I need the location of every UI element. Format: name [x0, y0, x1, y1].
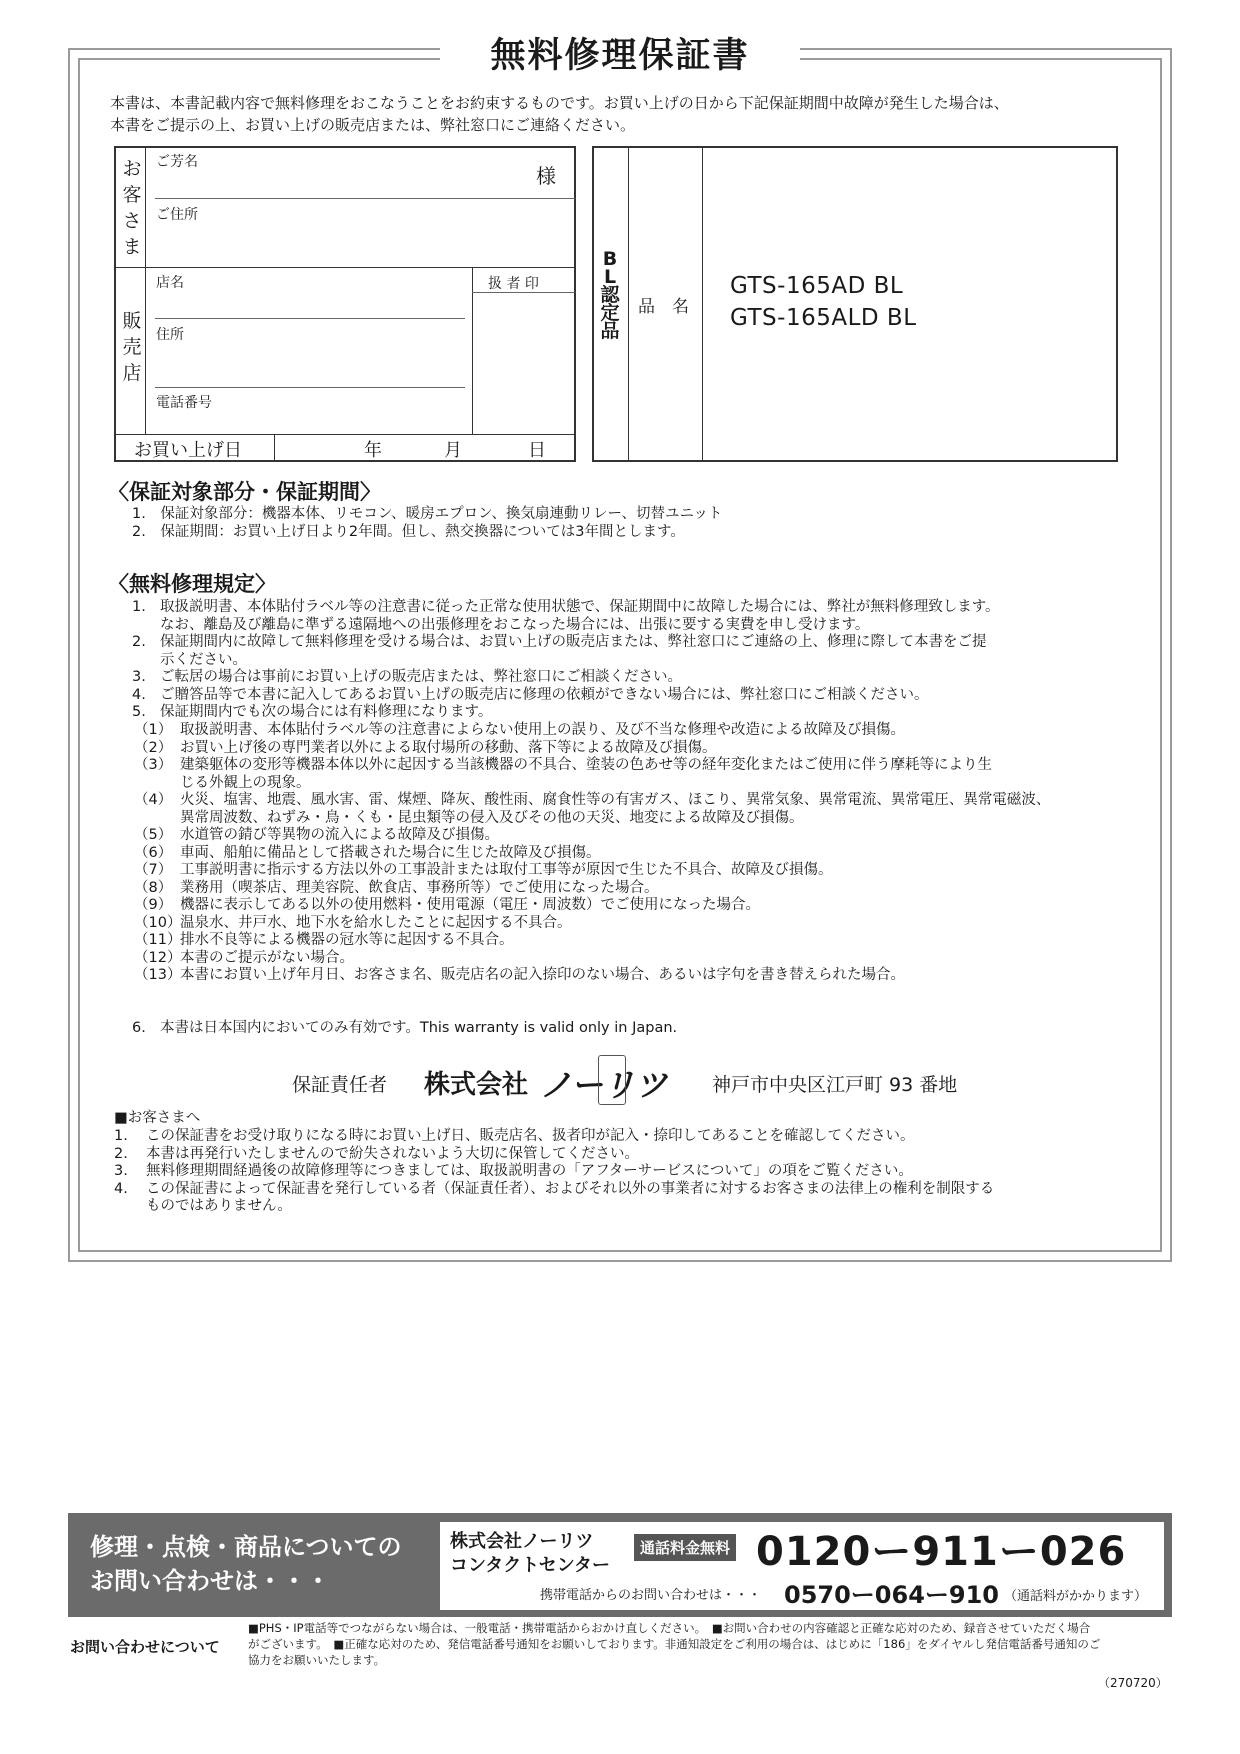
notice-item: この保証書によって保証書を発行している者（保証責任者）、およびそれ以外の事業者に対するお客さまの法律上の権利を制限する — [146, 1180, 995, 1197]
store-name-label: 店名 — [156, 275, 184, 291]
stamp-label: 扱 者 印 — [488, 276, 539, 292]
paid-repair-item: 本書のご提示がない場合。 — [180, 949, 354, 966]
store-phone-label: 電話番号 — [156, 395, 212, 411]
paid-repair-item: 水道管の錆び等異物の流入による故障及び損傷。 — [180, 827, 499, 843]
paid-repair-item: 工事説明書に指示する方法以外の工事設計または取付工事等が原因で生じた不具合、故障及び損傷。 — [180, 862, 833, 878]
rule-item: なお、離島及び離島に準ずる遠隔地への出張修理をおこなった場合には、出張に要する実費を申し受けます。 — [160, 616, 870, 633]
document-code: （270720） — [1098, 1676, 1168, 1690]
company-logo-text: ノーリツ — [540, 1066, 668, 1104]
paid-repair-item: 機器に表示してある以外の使用燃料・使用電源（電圧・周波数）でご使用になった場合。 — [180, 897, 760, 913]
store-address-line — [155, 387, 465, 388]
name-line — [155, 198, 575, 199]
rule-item: 保証期間内に故障して無料修理を受ける場合は、お買い上げの販売店または、弊社窓口にご連絡の上、修理に際して本書をご提 — [160, 634, 987, 650]
rule-item: ご転居の場合は事前にお買い上げの販売店または、弊社窓口にご相談ください。 — [160, 669, 682, 685]
form-divider — [115, 434, 575, 435]
purchase-day: 日 — [528, 440, 546, 461]
mobile-label: 携帯電話からのお問い合わせは・・・ — [540, 1588, 762, 1603]
paid-repair-list: （1） 取扱説明書、本体貼付ラベル等の注意書によらない使用上の誤り、及び不当な修理や改造による故障及び損傷。 （2） お買い上げ後の専門業者以外による取付場所の移動、落下等による故障及び損傷。 （3） 建築躯体の変形等機器本体以外に起因する当該機器の不具合、塗装の色あせ等の経年変化またはご使用に伴う摩耗等により生 じる外観上の現象。 （4） 火災、塩害、地震、風水害、雷、煤煙、降灰、酸性雨、腐食性等の有害ガス、ほこり、異常気象、異常電流、異常電圧、異常電磁波、 異常周波数、ねずみ・鳥・くも・昆虫類等の侵入及びその他の天災、地変による故障及び損傷。 （5） 水道管の錆び等異物の流入による故障及び損傷。 （6） 車両、船舶に備品として搭載された場合に生じた故障及び損傷。 （7） 工事説明書に指示する方法以外の工事設計または取付工事等が原因で生じた不具合、故障及び損傷。 （8） 業務用（喫茶店、理美容院、飲食店、事務所等）でご使用になった場合。 （9） 機器に表示してある以外の使用燃料・使用電源（電圧・周波数）でご使用になった場合。 （10）温泉水、井戸水、地下水を給水したことに起因する不具合。 （11）排水不良等による機器の冠水等に起因する不具合。 （12）本書のご提示がない場合。 （13）本書にお買い上げ年月日、お客さま名、販売店名の記入捺印のない場合、あるいは字句を書き替えられた場合。 — [134, 722, 1051, 983]
store-section-label: 販 売 店 — [122, 310, 142, 384]
paid-repair-item: じる外観上の現象。 — [180, 774, 311, 791]
customer-section-label: お 客 さ ま — [122, 158, 142, 258]
purchase-year: 年 — [364, 440, 382, 461]
inquiry-notes: ■PHS・IP電話等でつながらない場合は、一般電話・携帯電話からおかけ直しください。 ■お問い合わせの内容確認と正確な応対のため、録音させていただく場合 がございます。 ■正確な応対のため、発信電話番号通知をお願いしております。非通知設定をご利用の場合は、はじめに「186」をダイヤルし発信電話番号通知のご 協力をお願いいたします。 — [248, 1621, 1101, 1667]
notice-item: ものではありません。 — [146, 1198, 292, 1214]
contact-prompt: 修理・点検・商品についての お問い合わせは・・・ — [90, 1533, 402, 1595]
store-name-line — [155, 318, 465, 319]
rules-list: 1. 取扱説明書、本体貼付ラベル等の注意書に従った正常な使用状態で、保証期間中に故障した場合には、弊社が無料修理致します。 なお、離島及び離島に準ずる遠隔地への出張修理をおこなった場合には、出張に要する実費を申し受けます。 2. 保証期間内に故障して無料修理を受ける場合は、お買い上げの販売店または、弊社窓口にご連絡の上、修理に際して本書をご提 示ください。 3. ご転居の場合は事前にお買い上げの販売店または、弊社窓口にご相談ください。 4. ご贈答品等で本書に記入してあるお買い上げの販売店に修理の依頼ができない場合には、弊社窓口にご相談ください。 5. 保証期間内でも次の場合には有料修理になります。 — [132, 599, 1000, 720]
paid-repair-item: 取扱説明書、本体貼付ラベル等の注意書によらない使用上の誤り、及び不当な修理や改造による故障及び損傷。 — [180, 722, 905, 738]
toll-free-badge: 通話料金無料 — [634, 1534, 736, 1561]
purchase-date-label: お買い上げ日 — [134, 440, 242, 461]
company-prefix: 株式会社 — [424, 1070, 529, 1100]
customer-store-form — [114, 146, 576, 462]
paid-repair-item: 排水不良等による機器の冠水等に起因する不具合。 — [180, 932, 514, 948]
name-label: ご芳名 — [156, 154, 198, 170]
rule-item: 本書は日本国内においてのみ有効です。This warranty is valid only in Japan. — [160, 1020, 678, 1036]
product-name-label: 品 名 — [638, 297, 689, 317]
coverage-heading: 〈保証対象部分・保証期間〉 — [108, 480, 381, 504]
intro-text — [110, 92, 1130, 136]
bl-certified-label: B L 認 定 品 — [600, 248, 620, 342]
mobile-note: （通話料がかかります） — [1004, 1589, 1148, 1604]
model-list — [730, 270, 917, 334]
notice-heading: ■お客さまへ — [114, 1110, 201, 1126]
rule-item: 示ください。 — [160, 651, 247, 668]
product-divider — [628, 147, 629, 461]
customer-address-label: ご住所 — [156, 207, 198, 223]
paid-repair-item: 車両、船舶に備品として搭載された場合に生じた故障及び損傷。 — [180, 844, 601, 861]
mobile-number[interactable]: 0570ー064ー910 — [784, 1581, 999, 1609]
purchase-divider — [274, 435, 275, 461]
form-divider — [115, 267, 575, 268]
notice-item: 無料修理期間経過後の故障修理等につきましては、取扱説明書の「アフターサービスについて」の項をご覧ください。 — [146, 1163, 913, 1179]
toll-free-number[interactable]: 0120ー911ー026 — [756, 1529, 1127, 1575]
notice-item: この保証書をお受け取りになる時にお買い上げ日、販売店名、扱者印が記入・捺印してあることを確認してください。 — [146, 1128, 915, 1144]
paid-repair-item: 火災、塩害、地震、風水害、雷、煤煙、降灰、酸性雨、腐食性等の有害ガス、ほこり、異常気象、異常電流、異常電圧、異常電磁波、 — [180, 792, 1051, 808]
paid-repair-item: 温泉水、井戸水、地下水を給水したことに起因する不具合。 — [180, 914, 572, 931]
notice-list: 1. この保証書をお受け取りになる時にお買い上げ日、販売店名、扱者印が記入・捺印してあることを確認してください。 2. 本書は再発行いたしませんので紛失されないよう大切に保管してください。 3. 無料修理期間経過後の故障修理等につきましては、取扱説明書の「アフターサービスについて」の項をご覧ください。 4. この保証書によって保証書を発行している者（保証責任者）、およびそれ以外の事業者に対するお客さまの法律上の権利を制限する ものではありません。 — [114, 1128, 995, 1214]
paid-repair-item: 業務用（喫茶店、理美容院、飲食店、事務所等）でご使用になった場合。 — [180, 879, 659, 896]
rule-6: 6. 本書は日本国内においてのみ有効です。This warranty is valid only in Japan. — [132, 1020, 678, 1036]
purchase-month: 月 — [444, 440, 462, 461]
honorific: 様 — [536, 164, 556, 188]
rule-item: 取扱説明書、本体貼付ラベル等の注意書に従った正常な使用状態で、保証期間中に故障した場合には、弊社が無料修理致します。 — [160, 599, 1000, 615]
store-address-label: 住所 — [156, 327, 184, 343]
rules-heading: 〈無料修理規定〉 — [108, 572, 276, 596]
rule-item: ご贈答品等で本書に記入してあるお買い上げの販売店に修理の依頼ができない場合には、弊社窓口にご相談ください。 — [160, 686, 929, 703]
intro-line: 本書をご提示の上、お買い上げの販売店または、弊社窓口にご連絡ください。 — [110, 116, 636, 134]
coverage-item: 保証期間：お買い上げ日より2年間。但し、熱交換器については3年間とします。 — [160, 523, 685, 540]
paid-repair-item: お買い上げ後の専門業者以外による取付場所の移動、落下等による故障及び損傷。 — [180, 739, 717, 756]
company-address: 神戸市中央区江戸町 93 番地 — [712, 1074, 958, 1096]
responsible-label: 保証責任者 — [292, 1074, 388, 1096]
contact-center-name: 株式会社ノーリツ コンタクトセンター — [450, 1531, 611, 1576]
intro-line: 本書は、本書記載内容で無料修理をおこなうことをお約束するものです。お買い上げの日から下記保証期間中故障が発生した場合は、 — [110, 94, 1009, 112]
inquiry-label: お問い合わせについて — [70, 1638, 220, 1656]
model-number: GTS-165AD BL — [730, 273, 904, 299]
page-title: 無料修理保証書 — [490, 36, 750, 76]
coverage-list: 1. 保証対象部分：機器本体、リモコン、暖房エプロン、換気扇連動リレー、切替ユニット 2. 保証期間：お買い上げ日より2年間。但し、熱交換器については3年間とします。 — [132, 506, 723, 540]
rule-item: 保証期間内でも次の場合には有料修理になります。 — [160, 704, 493, 720]
notice-item: 本書は再発行いたしませんので紛失されないよう大切に保管してください。 — [146, 1145, 639, 1162]
product-divider — [702, 147, 703, 461]
coverage-item: 保証対象部分：機器本体、リモコン、暖房エプロン、換気扇連動リレー、切替ユニット — [160, 506, 723, 522]
paid-repair-item: 異常周波数、ねずみ・鳥・くも・昆虫類等の侵入及びその他の天災、地変による故障及び損傷。 — [180, 809, 804, 826]
company-seal-icon — [598, 1055, 626, 1105]
form-divider — [145, 147, 146, 435]
model-number: GTS-165ALD BL — [730, 305, 917, 331]
paid-repair-item: 本書にお買い上げ年月日、お客さま名、販売店名の記入捺印のない場合、あるいは字句を書き替えられた場合。 — [180, 967, 905, 983]
paid-repair-item: 建築躯体の変形等機器本体以外に起因する当該機器の不具合、塗装の色あせ等の経年変化またはご使用に伴う摩耗等により生 — [180, 757, 992, 773]
